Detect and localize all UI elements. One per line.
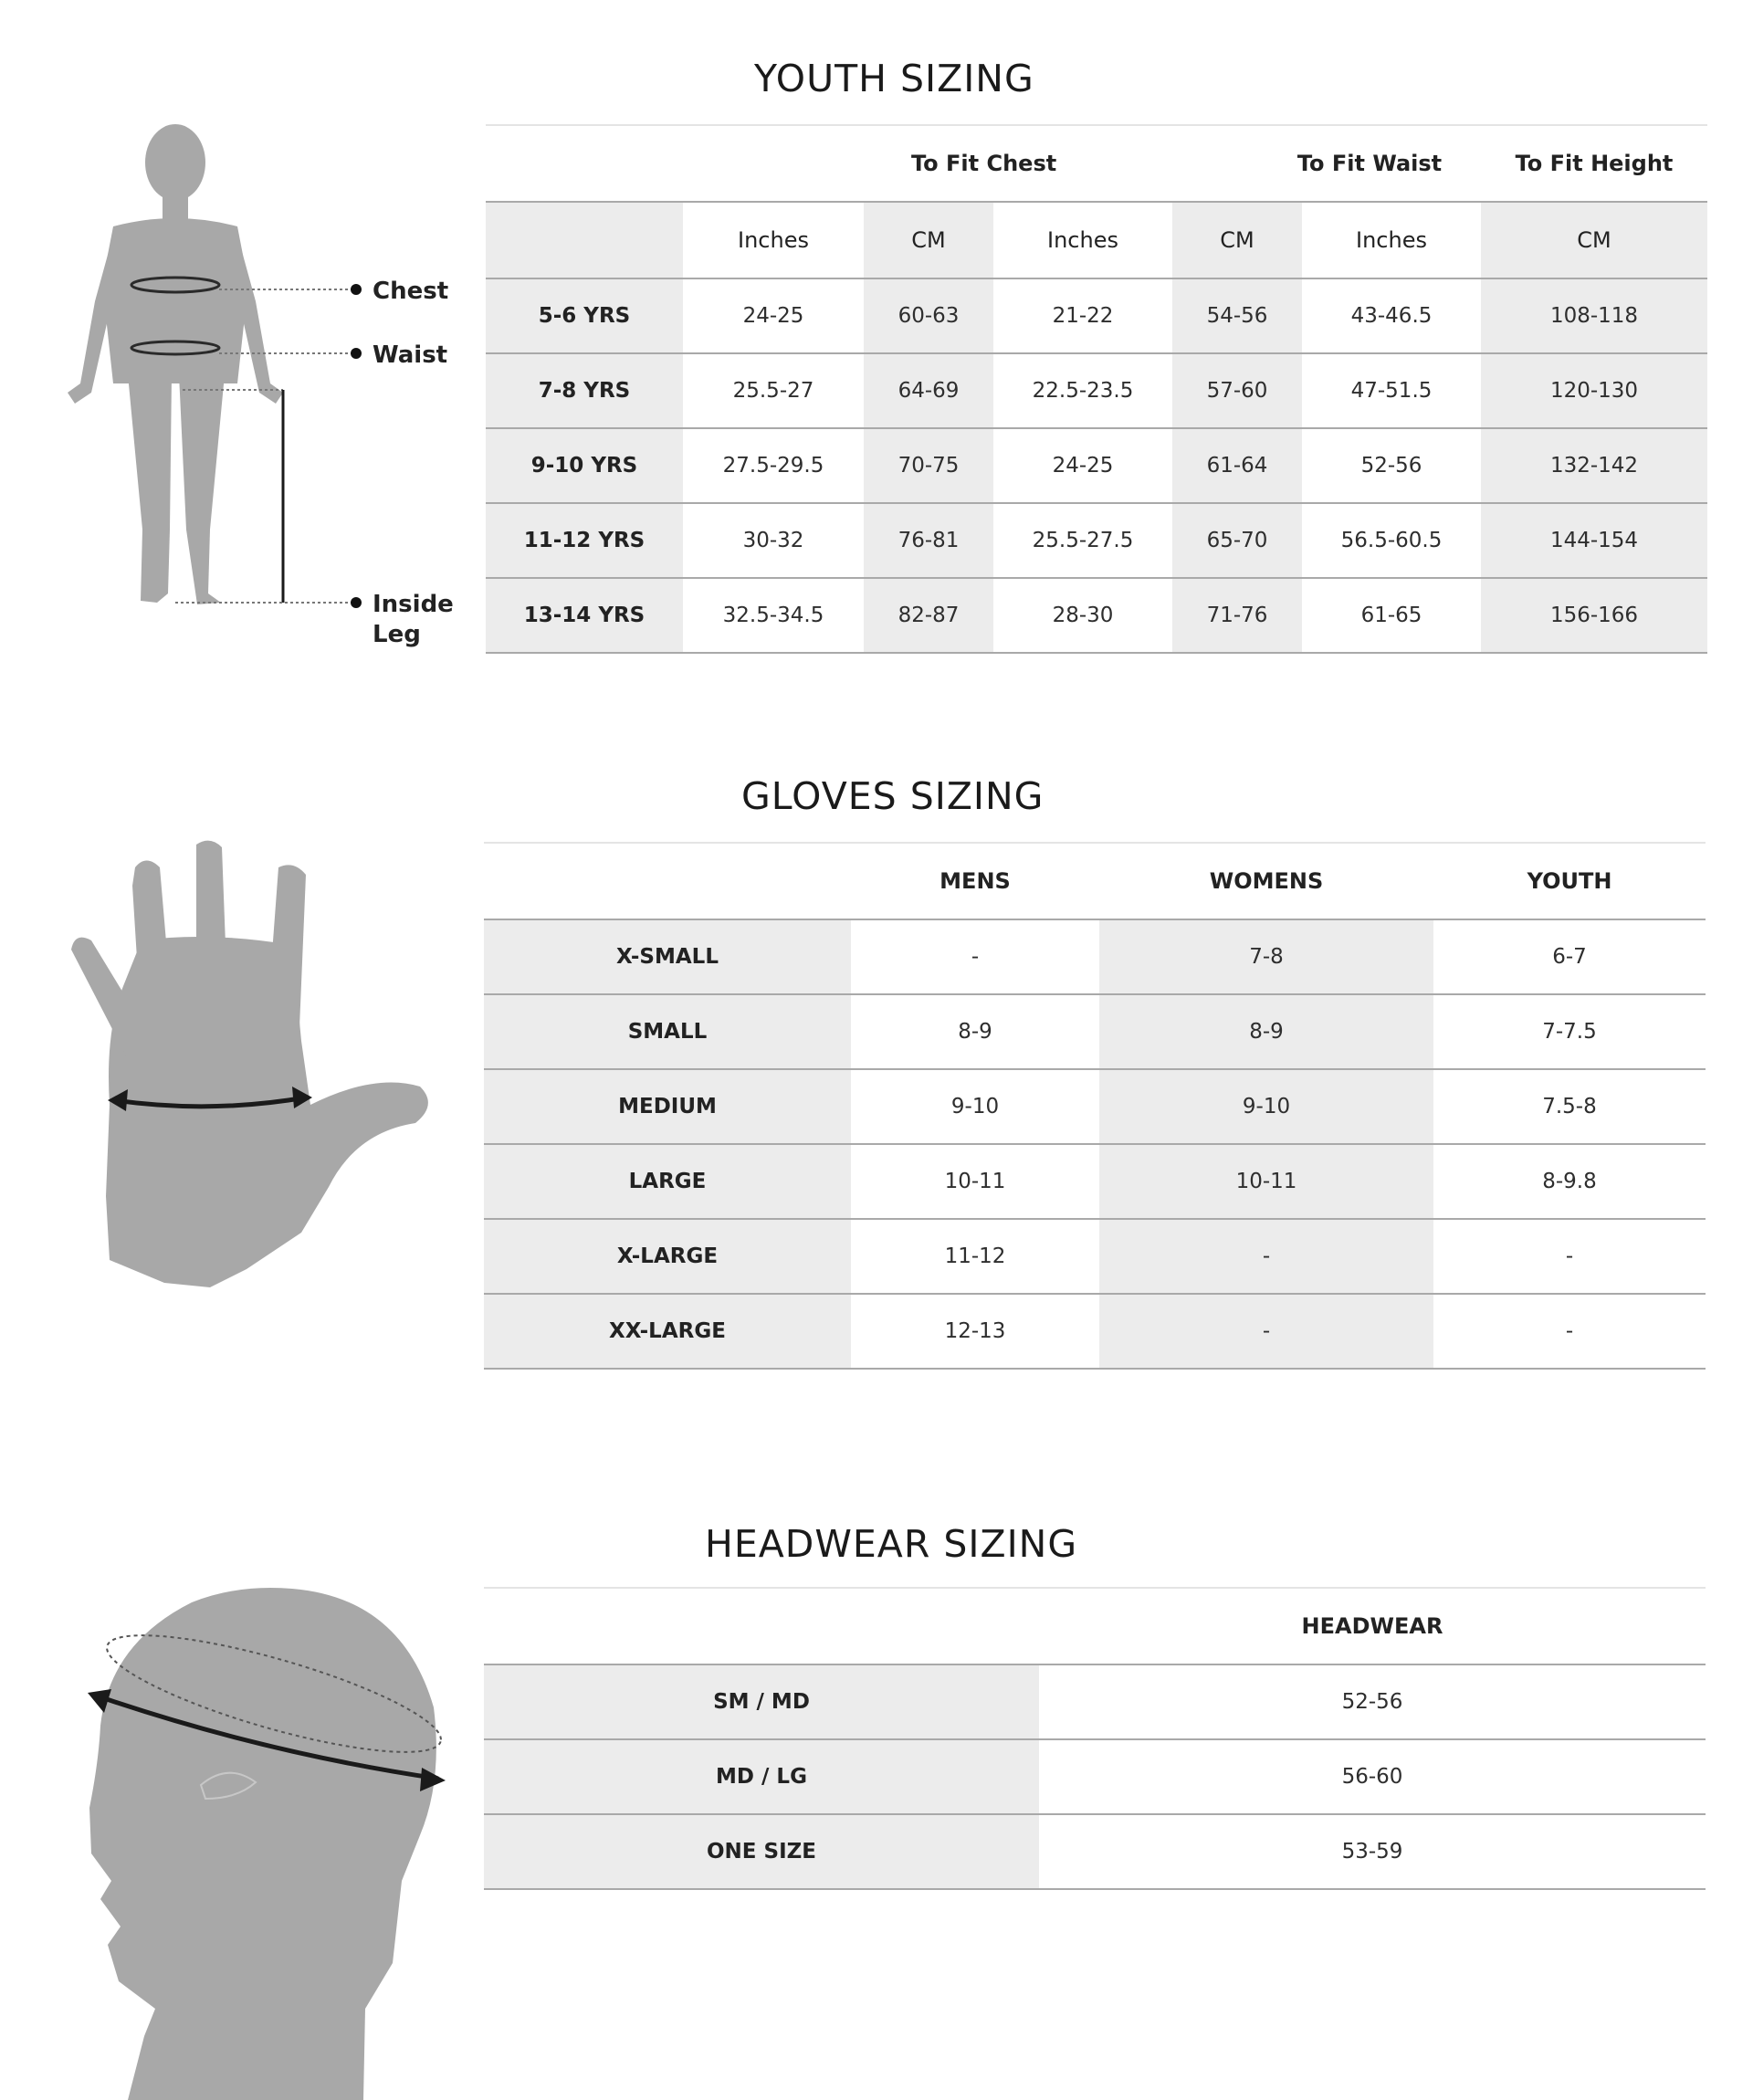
chest-group-header: To Fit Chest <box>911 151 1057 176</box>
gloves-header-row <box>484 843 1706 919</box>
table-row <box>486 578 1707 653</box>
youth-group-header-row <box>486 125 1707 202</box>
row-label: MD / LG <box>484 1739 1039 1814</box>
table-cell: 7-7.5 <box>1433 994 1706 1069</box>
row-label: SMALL <box>484 994 851 1069</box>
column-header: YOUTH <box>1433 843 1706 919</box>
gloves-sizing-table <box>484 842 1706 1370</box>
table-cell: 21-22 <box>993 278 1172 353</box>
waist-label: Waist <box>373 341 448 369</box>
table-cell: 22.5-23.5 <box>993 353 1172 428</box>
table-cell: 71-76 <box>1172 578 1302 653</box>
table-row <box>484 1069 1706 1144</box>
table-cell: 7.5-8 <box>1433 1069 1706 1144</box>
table-cell: 12-13 <box>851 1294 1099 1369</box>
table-cell: 7-8 <box>1099 919 1433 994</box>
table-cell: 120-130 <box>1481 353 1707 428</box>
table-cell: 25.5-27.5 <box>993 503 1172 578</box>
table-cell: - <box>1099 1219 1433 1294</box>
gloves-sizing-title: GLOVES SIZING <box>741 774 1044 818</box>
table-cell: 82-87 <box>864 578 993 653</box>
row-label: 11-12 YRS <box>486 503 683 578</box>
table-cell: 8-9 <box>851 994 1099 1069</box>
unit-header: CM <box>864 202 993 278</box>
table-cell: 54-56 <box>1172 278 1302 353</box>
table-row <box>484 1739 1706 1814</box>
row-label: 9-10 YRS <box>486 428 683 503</box>
table-cell: 8-9 <box>1099 994 1433 1069</box>
table-cell: 70-75 <box>864 428 993 503</box>
table-cell: 32.5-34.5 <box>683 578 864 653</box>
table-cell: 24-25 <box>993 428 1172 503</box>
unit-header: CM <box>1481 202 1707 278</box>
table-cell: 56-60 <box>1039 1739 1706 1814</box>
head-measurement-figure <box>55 1580 457 2100</box>
hand-measurement-figure <box>55 831 457 1297</box>
height-group-header: To Fit Height <box>1515 151 1674 176</box>
table-cell: 30-32 <box>683 503 864 578</box>
row-label: 13-14 YRS <box>486 578 683 653</box>
inside-leg-label-line2: Leg <box>373 621 421 648</box>
table-row <box>486 503 1707 578</box>
table-row <box>484 1814 1706 1889</box>
table-row <box>486 278 1707 353</box>
table-cell: 10-11 <box>1099 1144 1433 1219</box>
waist-group-header: To Fit Waist <box>1296 151 1443 176</box>
headwear-sizing-table <box>484 1587 1706 1890</box>
table-cell: 10-11 <box>851 1144 1099 1219</box>
table-row <box>484 1294 1706 1369</box>
table-cell: 53-59 <box>1039 1814 1706 1889</box>
table-row <box>484 919 1706 994</box>
table-cell: 9-10 <box>1099 1069 1433 1144</box>
table-cell: 64-69 <box>864 353 993 428</box>
table-row <box>486 353 1707 428</box>
table-cell: 144-154 <box>1481 503 1707 578</box>
headwear-header-row <box>484 1588 1706 1664</box>
column-header: WOMENS <box>1099 843 1433 919</box>
table-cell: - <box>851 919 1099 994</box>
table-cell: 108-118 <box>1481 278 1707 353</box>
table-cell: - <box>1433 1294 1706 1369</box>
table-row <box>484 994 1706 1069</box>
body-measurement-figure <box>55 119 457 667</box>
table-cell: 61-64 <box>1172 428 1302 503</box>
row-label: 7-8 YRS <box>486 353 683 428</box>
unit-header: Inches <box>1302 202 1481 278</box>
row-label: 5-6 YRS <box>486 278 683 353</box>
table-row <box>484 1144 1706 1219</box>
table-cell: 9-10 <box>851 1069 1099 1144</box>
table-cell: 61-65 <box>1302 578 1481 653</box>
table-cell: 47-51.5 <box>1302 353 1481 428</box>
row-label: XX-LARGE <box>484 1294 851 1369</box>
column-header: MENS <box>851 843 1099 919</box>
table-row <box>484 1664 1706 1739</box>
youth-sizing-title: YOUTH SIZING <box>754 57 1034 100</box>
table-cell: 57-60 <box>1172 353 1302 428</box>
table-row <box>486 428 1707 503</box>
inside-leg-label-line1: Inside <box>373 591 454 618</box>
row-label: MEDIUM <box>484 1069 851 1144</box>
row-label: SM / MD <box>484 1664 1039 1739</box>
unit-header: CM <box>1172 202 1302 278</box>
table-cell: 11-12 <box>851 1219 1099 1294</box>
table-cell: 65-70 <box>1172 503 1302 578</box>
table-row <box>484 1219 1706 1294</box>
row-label: X-LARGE <box>484 1219 851 1294</box>
table-cell: 24-25 <box>683 278 864 353</box>
table-cell: 6-7 <box>1433 919 1706 994</box>
table-cell: 52-56 <box>1039 1664 1706 1739</box>
row-label: LARGE <box>484 1144 851 1219</box>
table-cell: 27.5-29.5 <box>683 428 864 503</box>
table-cell: 156-166 <box>1481 578 1707 653</box>
table-cell: 28-30 <box>993 578 1172 653</box>
row-label: X-SMALL <box>484 919 851 994</box>
table-cell: 52-56 <box>1302 428 1481 503</box>
table-cell: 76-81 <box>864 503 993 578</box>
row-label: ONE SIZE <box>484 1814 1039 1889</box>
table-cell: 8-9.8 <box>1433 1144 1706 1219</box>
headwear-sizing-title: HEADWEAR SIZING <box>705 1522 1078 1566</box>
youth-unit-header-row <box>486 202 1707 278</box>
table-cell: - <box>1433 1219 1706 1294</box>
unit-header: Inches <box>683 202 864 278</box>
table-cell: 25.5-27 <box>683 353 864 428</box>
table-cell: 43-46.5 <box>1302 278 1481 353</box>
table-cell: 56.5-60.5 <box>1302 503 1481 578</box>
chest-label: Chest <box>373 278 449 305</box>
table-cell: 132-142 <box>1481 428 1707 503</box>
unit-header: Inches <box>993 202 1172 278</box>
table-cell: 60-63 <box>864 278 993 353</box>
youth-sizing-table <box>486 124 1707 654</box>
table-cell: - <box>1099 1294 1433 1369</box>
column-header: HEADWEAR <box>1039 1588 1706 1664</box>
